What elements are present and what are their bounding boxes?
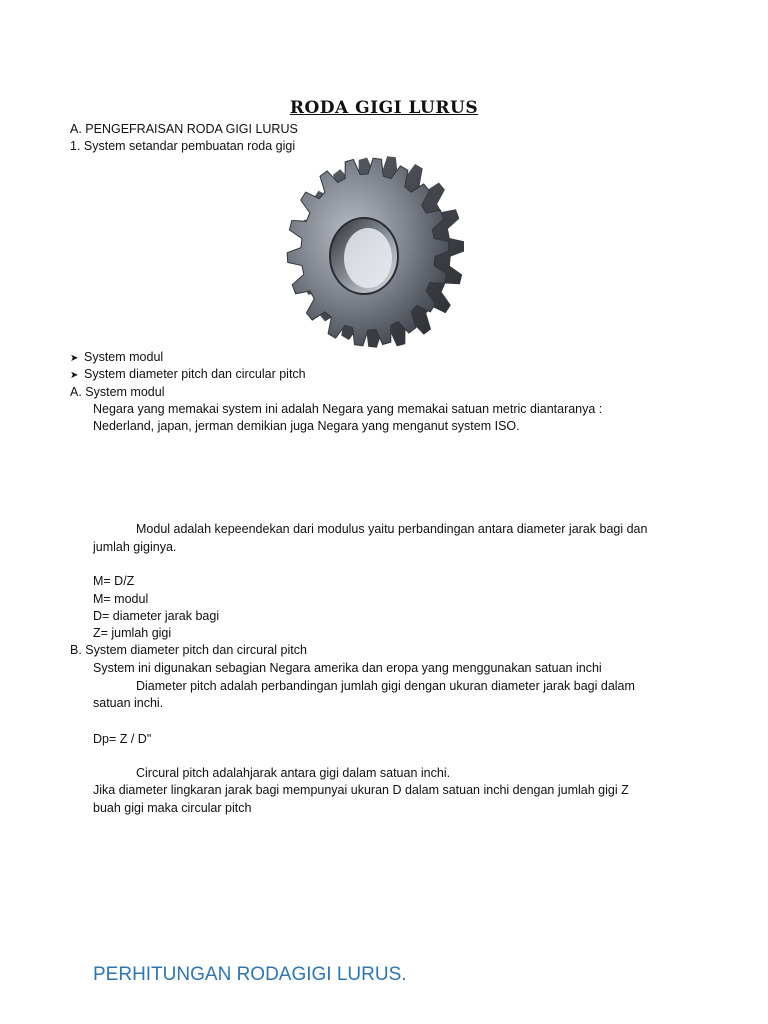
footer-heading: PERHITUNGAN RODAGIGI LURUS. — [93, 964, 407, 985]
pitch-formula: Dp= Z / D" — [93, 732, 152, 746]
section-a-heading: A. System modul — [70, 385, 165, 399]
arrow-bullet-icon: ➤ — [70, 370, 79, 381]
heading-a: A. PENGEFRAISAN RODA GIGI LURUS — [70, 122, 298, 136]
item-1: 1. System setandar pembuatan roda gigi — [70, 139, 296, 153]
definition: D= diameter jarak bagi — [93, 609, 220, 623]
arrow-bullet-icon: ➤ — [70, 353, 79, 364]
definition: Z= jumlah gigi — [93, 626, 172, 640]
definition: M= modul — [93, 592, 149, 606]
section-a-line: Negara yang memakai system ini adalah Negara yang memakai satuan metric diantaranya : — [93, 402, 603, 416]
document-title: RODA GIGI LURUS — [289, 98, 479, 118]
bullet-item: ➤ System diameter pitch dan circular pitch — [70, 367, 306, 381]
section-b-line: System ini digunakan sebagian Negara amerika dan eropa yang menggunakan satuan inchi — [93, 661, 602, 675]
section-b-line: Jika diameter lingkaran jarak bagi mempunyai ukuran D dalam satuan inchi dengan jumlah gigi Z — [93, 783, 629, 797]
modul-paragraph-cont: jumlah giginya. — [93, 540, 177, 554]
section-a-line: Nederland, japan, jerman demikian juga Negara yang menganut system ISO. — [93, 419, 520, 433]
section-b-line: buah gigi maka circular pitch — [93, 801, 252, 815]
section-b-heading: B. System diameter pitch dan circural pitch — [70, 643, 307, 657]
modul-paragraph: Modul adalah kepeendekan dari modulus yaitu perbandingan antara diameter jarak bagi dan — [136, 522, 648, 536]
bullet-item: ➤ System modul — [70, 350, 164, 364]
section-b-line: satuan inchi. — [93, 696, 164, 710]
section-b-line: Circural pitch adalahjarak antara gigi dalam satuan inchi. — [136, 766, 451, 780]
modul-formula: M= D/Z — [93, 574, 135, 588]
gear-bore-highlight — [344, 228, 392, 288]
section-b-line: Diameter pitch adalah perbandingan jumlah gigi dengan ukuran diameter jarak bagi dalam — [136, 679, 635, 693]
spur-gear-image — [282, 152, 464, 352]
